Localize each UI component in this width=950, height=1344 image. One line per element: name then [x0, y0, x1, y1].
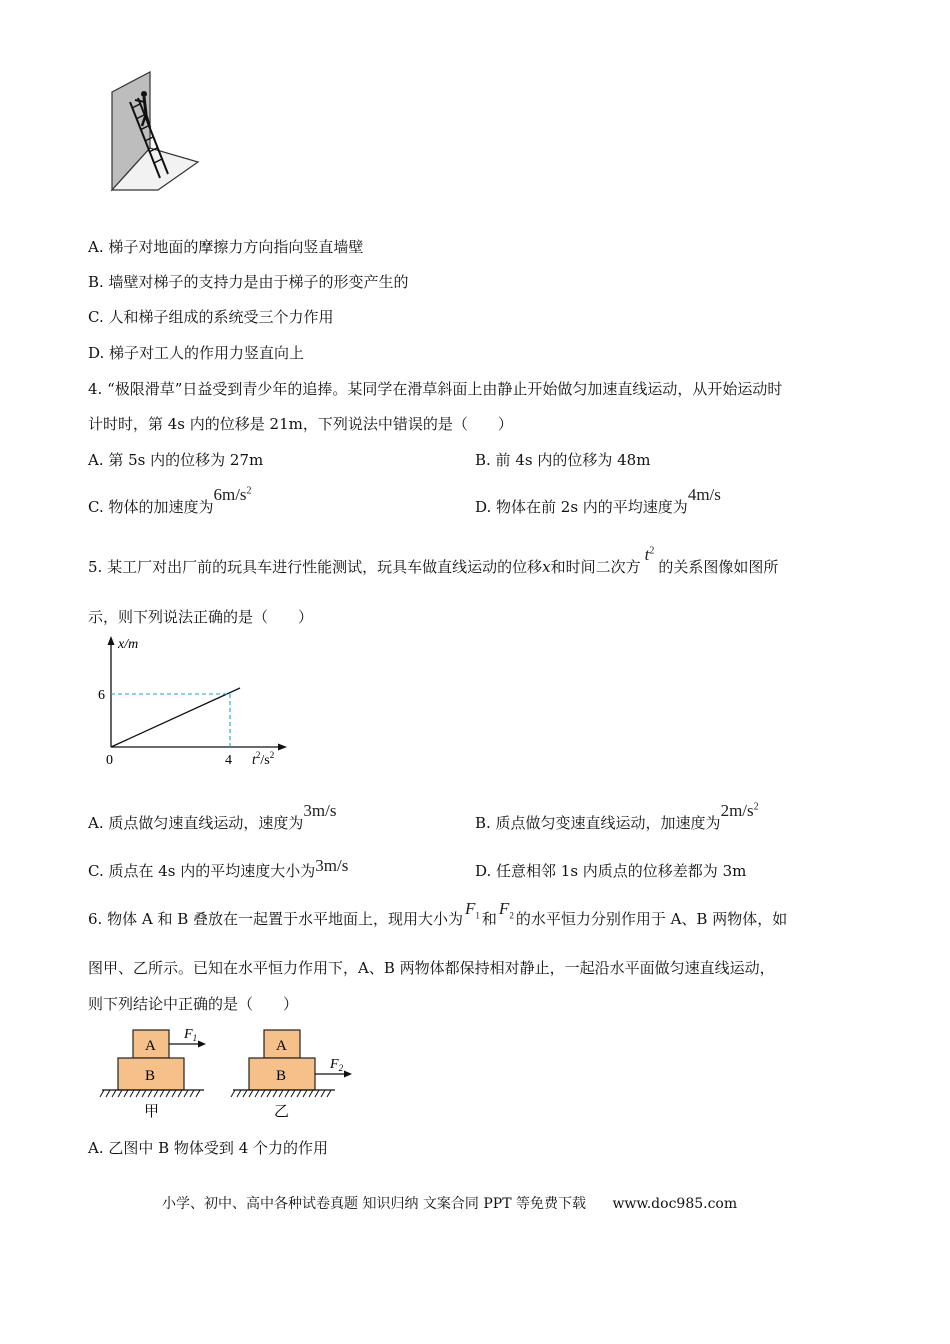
caption-yi: 乙: [274, 1102, 290, 1120]
ladder-illustration: [108, 70, 203, 198]
page-footer: [162, 1193, 737, 1213]
q4-stem-line1: 4. “极限滑草”日益受到青少年的追捧。某同学在滑草斜面上由静止开始做匀加速直线运动，从开始运动时: [88, 380, 783, 398]
origin-label: 0: [106, 753, 113, 768]
x-axis-label-unit: /s: [260, 753, 270, 768]
q4-option-d-text: D. 物体在前 2s 内的平均速度为: [475, 498, 688, 516]
force-f1-label-symbol: F: [184, 1027, 193, 1042]
caption-jia: 甲: [144, 1102, 160, 1120]
block-b-right-label: B: [276, 1068, 287, 1084]
q4-stem-line2: 计时时，第 4s 内的位移是 21m，下列说法中错误的是（ ）: [88, 415, 513, 433]
q5-stem-part1: 5. 某工厂对出厂前的玩具车进行性能测试，玩具车做直线运动的位移: [88, 558, 543, 576]
q5-var-t-squared: [645, 545, 655, 564]
q6-blocks-figure: [96, 1022, 366, 1122]
q5-option-b-value: [721, 801, 759, 820]
q4-option-d-value: 4m/s: [687, 485, 721, 504]
q6-force-f1-symbol: F: [465, 899, 476, 918]
x-tick-4: 4: [225, 753, 232, 768]
q5-var-t-exponent: 2: [649, 545, 655, 557]
block-a-right-label: A: [276, 1038, 287, 1054]
force-f2-label-symbol: F: [330, 1057, 339, 1072]
q5-option-c-text: C. 质点在 4s 内的平均速度大小为: [88, 862, 316, 880]
q6-stem-part1: 6. 物体 A 和 B 叠放在一起置于水平地面上，现用大小为: [88, 910, 464, 928]
q5-option-b: [475, 801, 759, 833]
q6-stem-part2: 的水平恒力分别作用于 A、B 两物体，如: [515, 910, 788, 928]
q5-stem-line2: 示，则下列说法正确的是（ ）: [88, 608, 314, 626]
q5-option-c: [88, 856, 349, 881]
q5-option-a: [88, 801, 337, 833]
block-b-left-label: B: [145, 1068, 156, 1084]
q5-option-b-number: 2m/s: [720, 801, 754, 820]
force-f1-label-sub: 1: [192, 1033, 198, 1043]
q4-option-c-value: [213, 485, 251, 504]
force-f2-label-sub: 2: [338, 1063, 344, 1073]
q5-option-a-text: A. 质点做匀速直线运动，速度为: [88, 814, 304, 832]
q4-option-c-text: C. 物体的加速度为: [88, 498, 214, 516]
q6-stem-line3: 则下列结论中正确的是（ ）: [88, 995, 299, 1013]
q4-option-a: A. 第 5s 内的位移为 27m: [88, 451, 264, 469]
x-axis-label-t: t: [252, 753, 256, 768]
q5-option-d: D. 任意相邻 1s 内质点的位移差都为 3m: [475, 862, 747, 880]
block-a-left-label: A: [145, 1038, 156, 1054]
q4-option-d: [475, 485, 721, 517]
q4-option-c: [88, 485, 252, 517]
q5-xt2-graph: [92, 632, 292, 772]
q4-option-b: B. 前 4s 内的位移为 48m: [475, 451, 651, 469]
q5-option-b-exponent: 2: [753, 801, 759, 813]
q4-option-c-exponent: 2: [246, 485, 252, 497]
q3-option-c: C. 人和梯子组成的系统受三个力作用: [88, 308, 334, 326]
q6-stem-line1: [88, 899, 788, 930]
q6-stem-line2: 图甲、乙所示。已知在水平恒力作用下，A、B 两物体都保持相对静止，一起沿水平面做匀速直线运动，: [88, 959, 775, 977]
footer-text: 小学、初中、高中各种试卷真题 知识归纳 文案合同 PPT 等免费下载: [162, 1196, 586, 1212]
q6-force-f1-sub: 1: [475, 910, 480, 921]
q6-force-f2: [498, 899, 514, 921]
q3-option-a: A. 梯子对地面的摩擦力方向指向竖直墙壁: [88, 238, 364, 256]
x-axis-label-exp2: 2: [269, 750, 275, 760]
x-axis-label: [252, 750, 274, 768]
q5-stem-line1: [88, 545, 779, 577]
q3-option-d: D. 梯子对工人的作用力竖直向上: [88, 344, 305, 362]
y-axis-label: x/m: [118, 637, 139, 652]
force-f1-label: [183, 1027, 197, 1043]
q4-option-c-number: 6m/s: [213, 485, 247, 504]
q3-option-b: B. 墙壁对梯子的支持力是由于梯子的形变产生的: [88, 273, 409, 291]
q6-force-f2-sub: 2: [509, 910, 514, 921]
q5-option-b-text: B. 质点做匀变速直线运动，加速度为: [475, 814, 721, 832]
q5-var-t: t: [644, 545, 650, 564]
q5-stem-part2: 和时间二次方: [550, 558, 641, 576]
force-f2-label: [329, 1057, 344, 1073]
q5-option-a-value: 3m/s: [303, 801, 337, 820]
x-axis-arrow: [278, 744, 287, 751]
y-axis-arrow: [108, 636, 115, 645]
q6-force-f2-symbol: F: [498, 899, 510, 918]
q5-option-c-value: 3m/s: [315, 856, 349, 875]
y-tick-6: 6: [98, 688, 105, 703]
q6-and: 和: [481, 910, 497, 928]
data-line: [111, 688, 240, 747]
q5-stem-part3: 的关系图像如图所: [658, 558, 779, 576]
q6-force-f1: [465, 899, 480, 921]
footer-url[interactable]: www.doc985.com: [612, 1196, 738, 1212]
q5-var-x: x: [542, 558, 551, 576]
q6-option-a: A. 乙图中 B 物体受到 4 个力的作用: [88, 1139, 329, 1157]
x-axis-label-exp: 2: [255, 750, 261, 760]
